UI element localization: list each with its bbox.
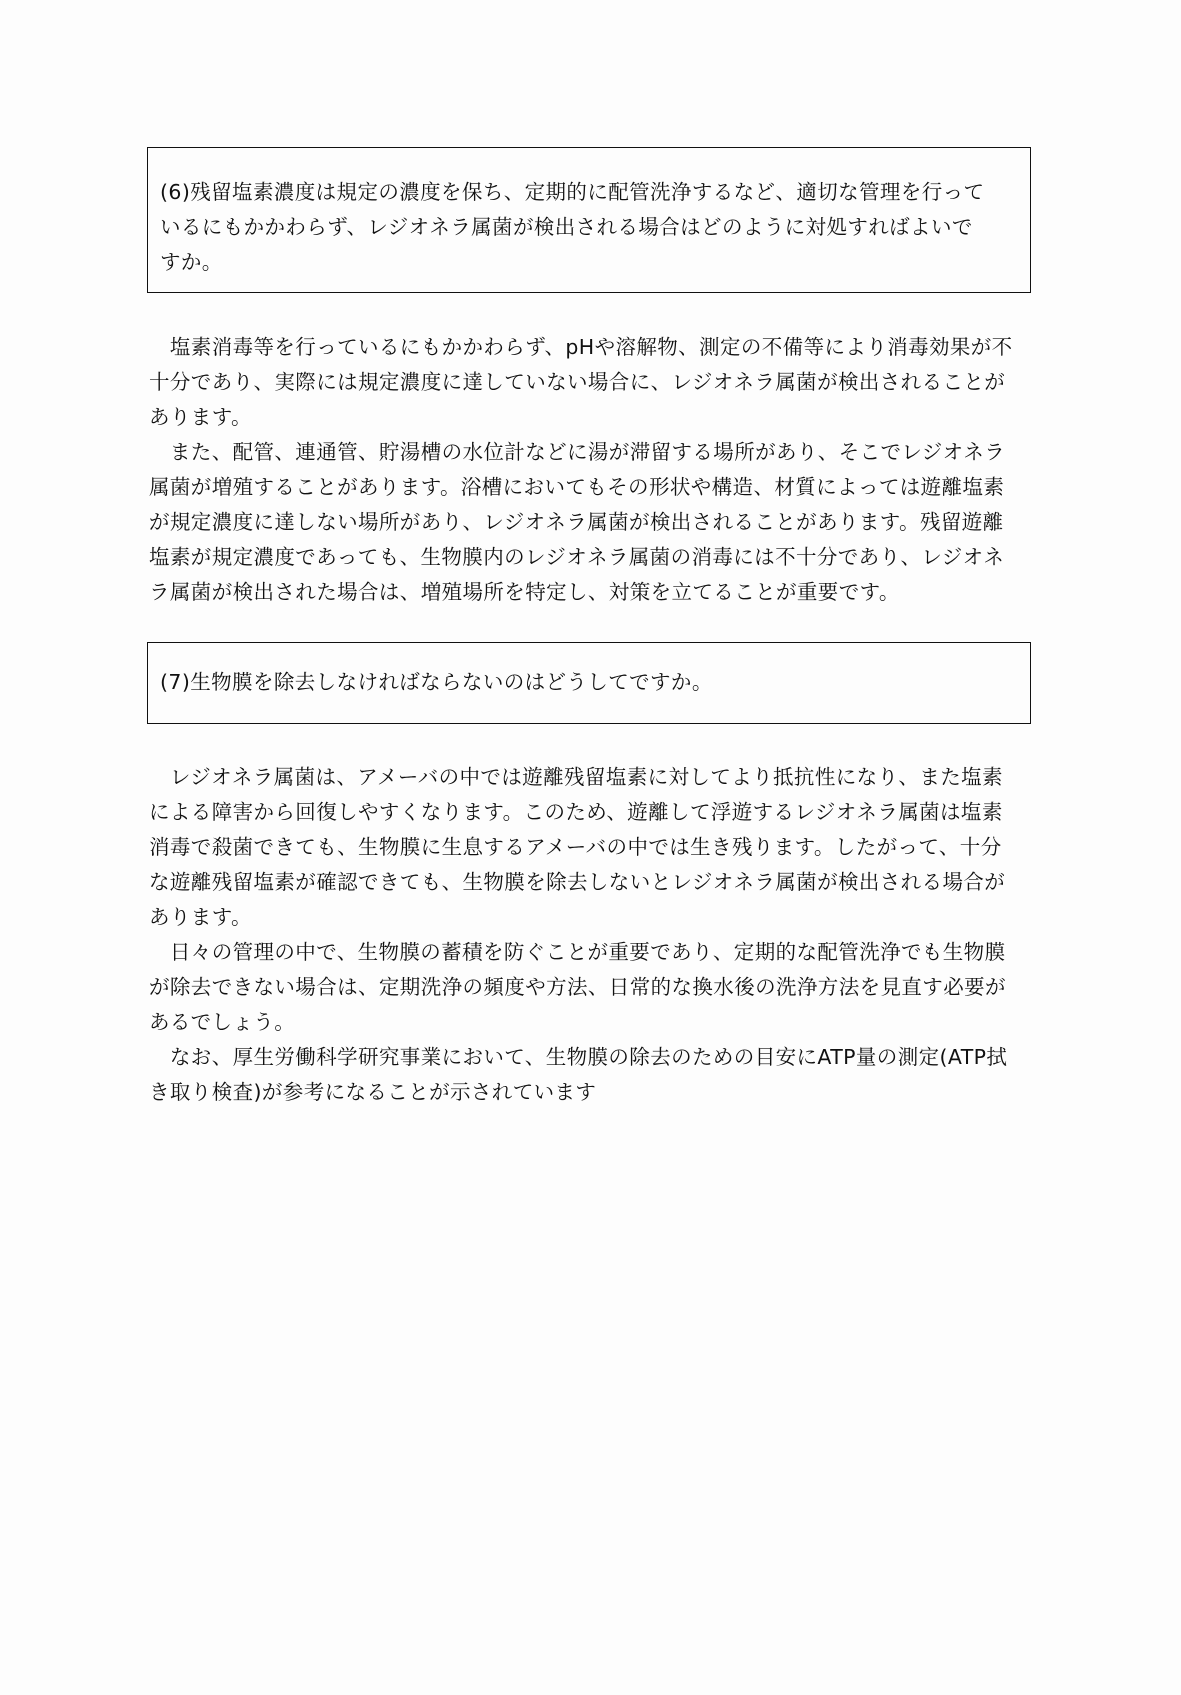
text-line: 属菌が増殖することがあります。浴槽においてもその形状や構造、材質によっては遊離塩素: [149, 475, 1005, 499]
text-line: 十分であり、実際には規定濃度に達していない場合に、レジオネラ属菌が検出されることが: [149, 370, 1006, 394]
question-7-line: (7)生物膜を除去しなければならないのはどうしてですか。: [160, 670, 713, 694]
text-line: 日々の管理の中で、生物膜の蓄積を防ぐことが重要であり、定期的な配管洗浄でも生物膜: [149, 940, 1006, 964]
text-line: 塩素が規定濃度であっても、生物膜内のレジオネラ属菌の消毒には不十分であり、レジオネ: [149, 545, 1005, 569]
answer-6-paragraph-1: [149, 330, 1033, 435]
answer-6-paragraph-2: [149, 435, 1033, 610]
text-line: また、配管、連通管、貯湯槽の水位計などに湯が滞留する場所があり、そこでレジオネラ: [149, 440, 1006, 464]
question-box-6: [147, 147, 1031, 293]
text-line: あるでしょう。: [149, 1010, 296, 1034]
text-line: が規定濃度に達しない場所があり、レジオネラ属菌が検出されることがあります。残留遊離: [149, 510, 1004, 534]
text-line: あります。: [149, 405, 252, 429]
text-line: ラ属菌が検出された場合は、増殖場所を特定し、対策を立てることが重要です。: [149, 580, 900, 604]
answer-7-paragraph-2: [149, 935, 1033, 1040]
text-line: なお、厚生労働科学研究事業において、生物膜の除去のための目安にATP量の測定(ATP拭: [149, 1045, 1008, 1069]
answer-6: [149, 330, 1033, 610]
question-6-line: (6)残留塩素濃度は規定の濃度を保ち、定期的に配管洗浄するなど、適切な管理を行って: [160, 180, 985, 204]
answer-7-paragraph-1: [149, 760, 1033, 935]
question-6-text: [160, 175, 1020, 280]
question-7-text: [160, 665, 1020, 700]
text-line: レジオネラ属菌は、アメーバの中では遊離残留塩素に対してより抵抗性になり、また塩素: [149, 765, 1003, 789]
question-box-7: [147, 642, 1031, 724]
text-line: 消毒で殺菌できても、生物膜に生息するアメーバの中では生き残ります。したがって、十分: [149, 835, 1002, 859]
answer-7-paragraph-3: [149, 1040, 1033, 1110]
text-line: き取り検査)が参考になることが示されています: [149, 1080, 597, 1104]
text-line: による障害から回復しやすくなります。このため、遊離して浮遊するレジオネラ属菌は塩素: [149, 800, 1003, 824]
question-6-line: いるにもかかわらず、レジオネラ属菌が検出される場合はどのように対処すればよいで: [160, 215, 973, 239]
text-line: な遊離残留塩素が確認できても、生物膜を除去しないとレジオネラ属菌が検出される場合が: [149, 870, 1006, 894]
text-line: あります。: [149, 905, 252, 929]
text-line: が除去できない場合は、定期洗浄の頻度や方法、日常的な換水後の洗浄方法を見直す必要が: [149, 975, 1006, 999]
question-6-line: すか。: [160, 250, 223, 274]
text-line: 塩素消毒等を行っているにもかかわらず、pHや溶解物、測定の不備等により消毒効果が不: [149, 335, 1013, 359]
answer-7: [149, 760, 1033, 1110]
